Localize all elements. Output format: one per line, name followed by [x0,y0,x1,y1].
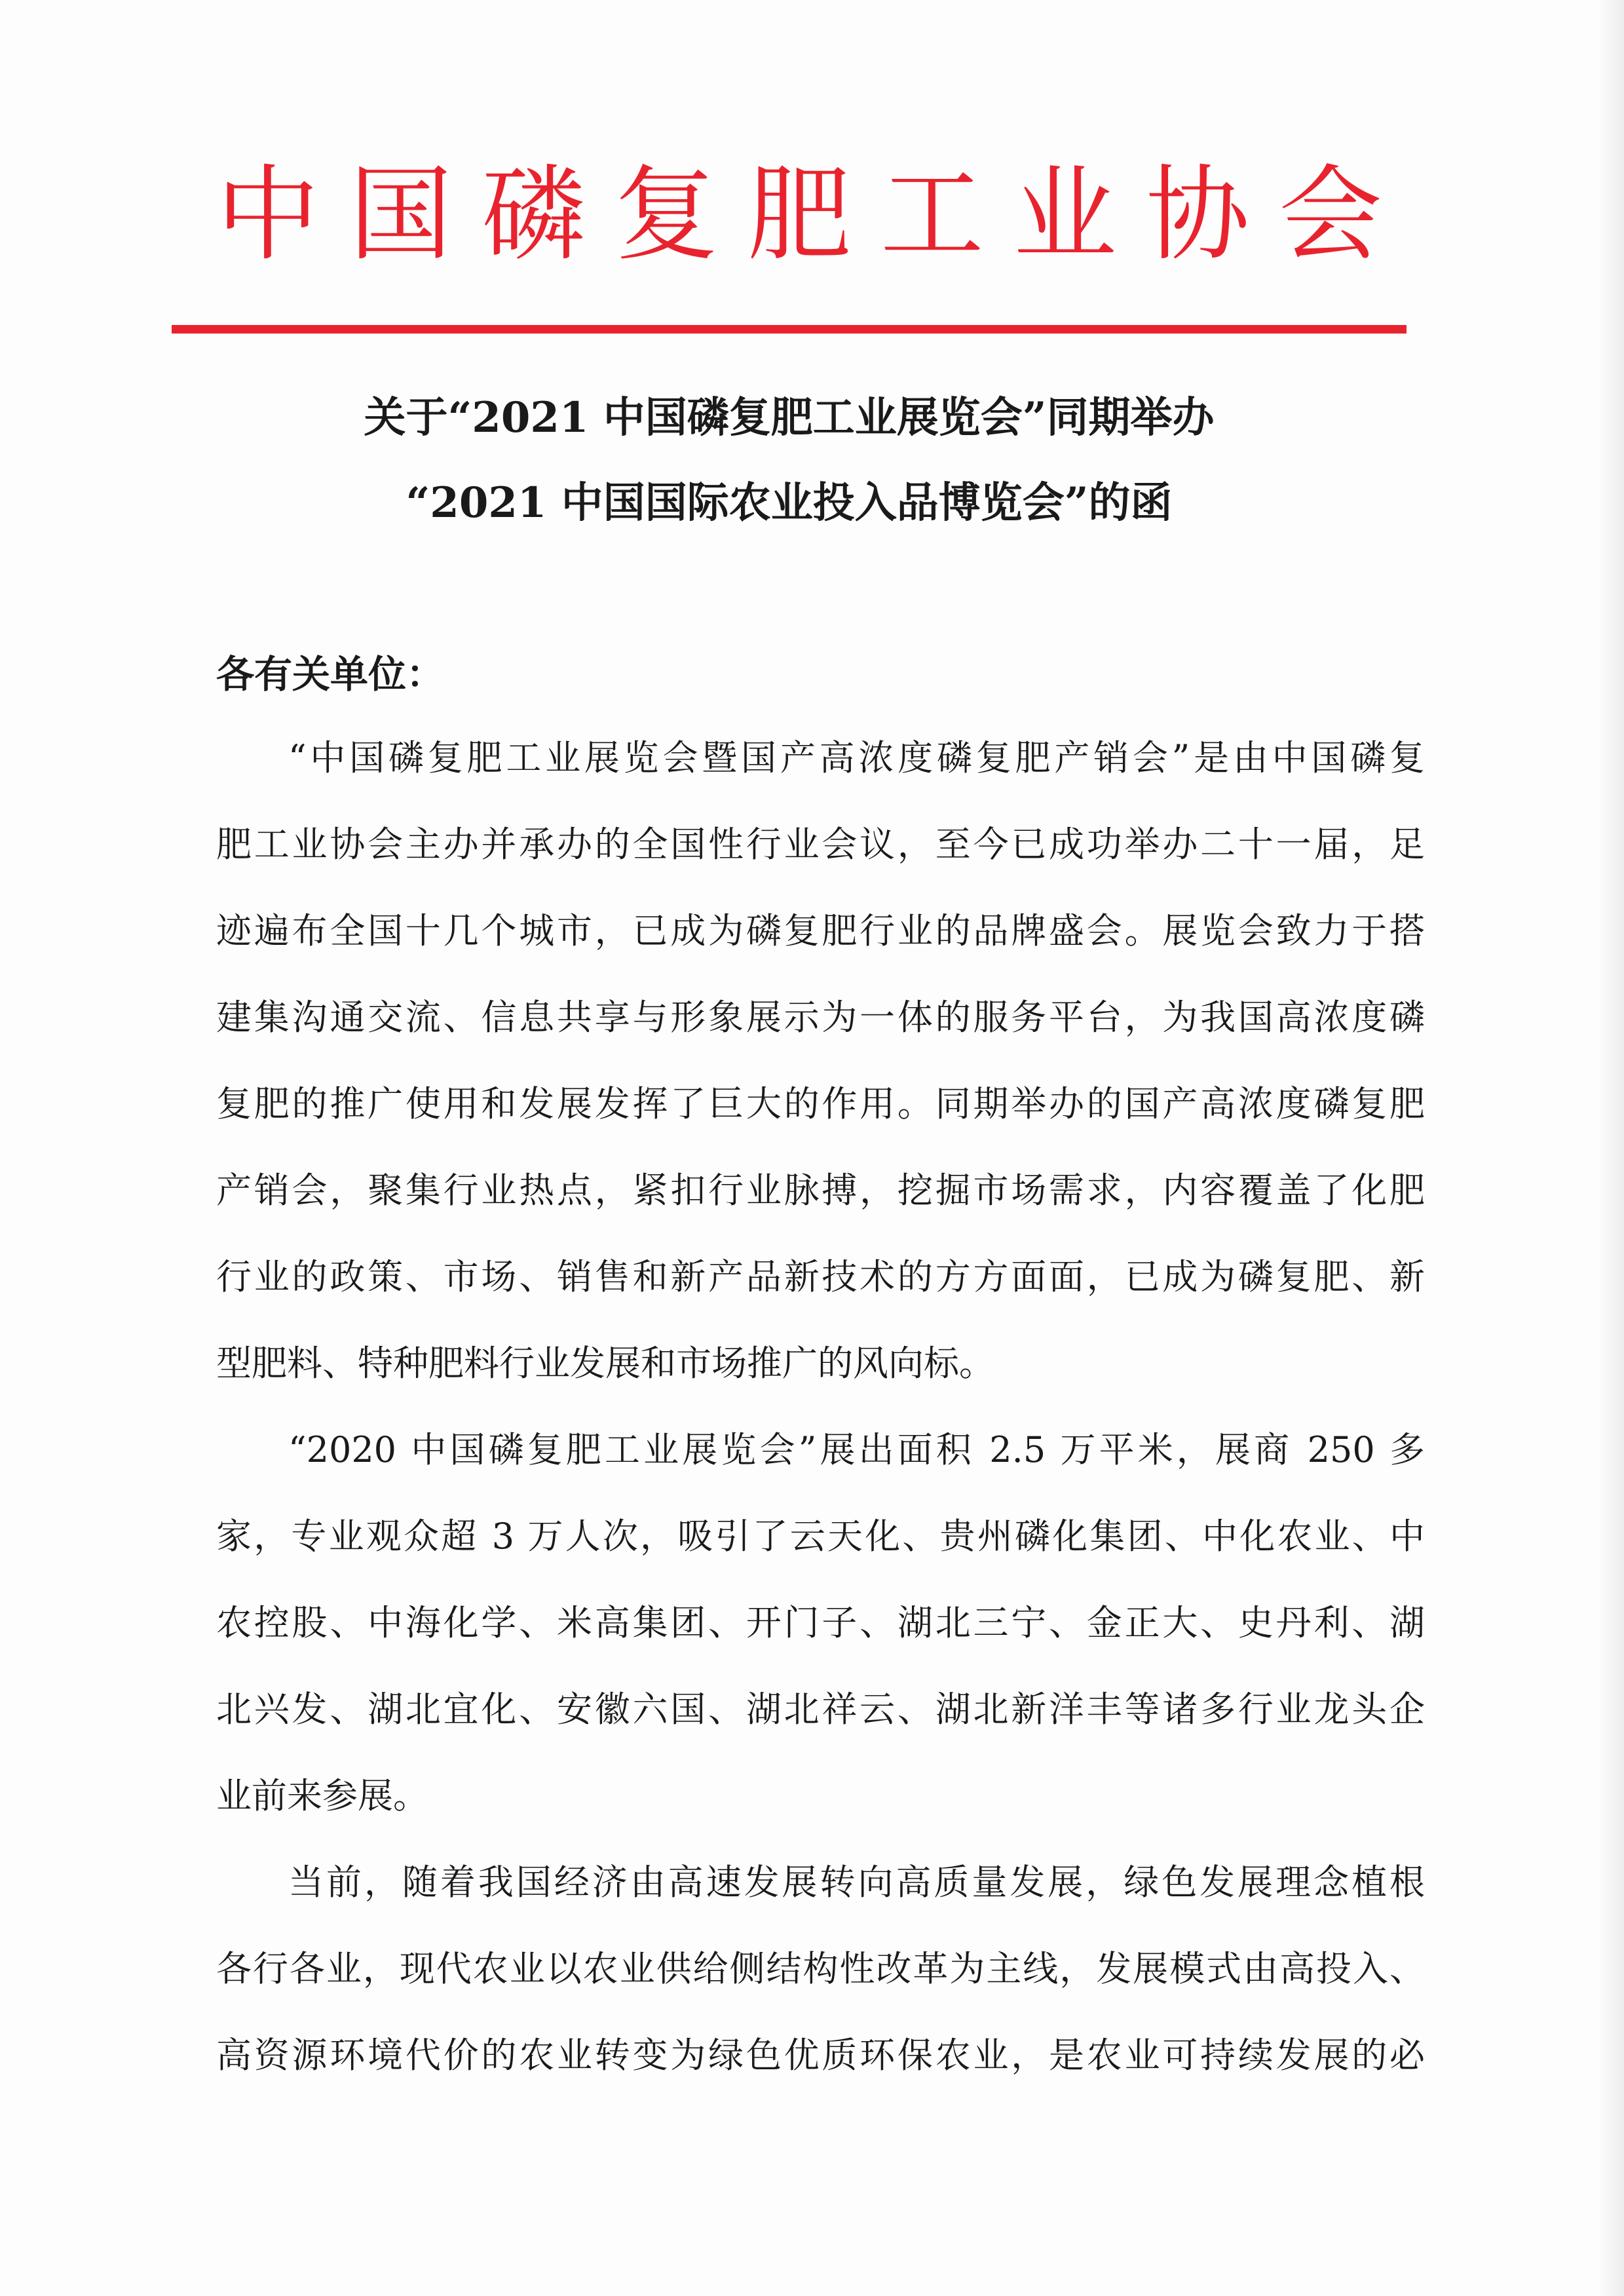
letterhead-char: 业 [1013,155,1117,275]
body-line: 建集沟通交流、信息共享与形象展示为一体的服务平台，为我国高浓度磷 [216,997,1425,1038]
letterhead-char: 磷 [482,155,586,275]
salutation: 各有关单位： [216,652,445,697]
scan-edge-shadow [1598,0,1624,2296]
letterhead-char: 会 [1279,155,1382,275]
letterhead-char: 协 [1146,155,1250,275]
letterhead-char: 中 [216,155,320,275]
body-line: 农控股、中海化学、米高集团、开门子、湖北三宁、金正大、史丹利、湖 [216,1602,1425,1643]
body-line: 北兴发、湖北宜化、安徽六国、湖北祥云、湖北新洋丰等诸多行业龙头企 [216,1689,1425,1730]
letterhead-char: 工 [880,155,984,275]
body-line: 产销会，聚集行业热点，紧扣行业脉搏，挖掘市场需求，内容覆盖了化肥 [216,1170,1425,1211]
letterhead-divider [172,325,1407,334]
letterhead [216,149,1382,280]
body-line: 复肥的推广使用和发展发挥了巨大的作用。同期举办的国产高浓度磷复肥 [216,1083,1425,1124]
body-line: 行业的政策、市场、销售和新产品新技术的方方面面，已成为磷复肥、新 [216,1256,1425,1297]
body-line: 高资源环境代价的农业转变为绿色优质环保农业，是农业可持续发展的必 [216,2035,1425,2076]
letterhead-char: 复 [614,155,719,275]
letterhead-char: 肥 [747,155,851,275]
body-line: “2020 中国磷复肥工业展览会”展出面积 2.5 万平米，展商 250 多 [288,1429,1425,1470]
letterhead-char: 国 [349,155,453,275]
body-line: 当前，随着我国经济由高速发展转向高质量发展，绿色发展理念植根 [288,1862,1425,1903]
body-line: “中国磷复肥工业展览会暨国产高浓度磷复肥产销会”是由中国磷复 [288,737,1425,778]
body-line: 业前来参展。 [216,1775,428,1816]
body-line: 型肥料、特种肥料行业发展和市场推广的风向标。 [216,1343,994,1384]
document-title-line-1: 关于“2021 中国磷复肥工业展览会”同期举办 [364,393,1215,442]
body-line: 家，专业观众超 3 万人次，吸引了云天化、贵州磷化集团、中化农业、中 [216,1516,1425,1557]
body-line: 各行各业，现代农业以农业供给侧结构性改革为主线，发展模式由高投入、 [216,1948,1425,1989]
body-line: 肥工业协会主办并承办的全国性行业会议，至今已成功举办二十一届，足 [216,824,1425,865]
document-title-line-2: “2021 中国国际农业投入品博览会”的函 [406,478,1173,527]
body-line: 迹遍布全国十几个城市，已成为磷复肥行业的品牌盛会。展览会致力于搭 [216,910,1425,951]
